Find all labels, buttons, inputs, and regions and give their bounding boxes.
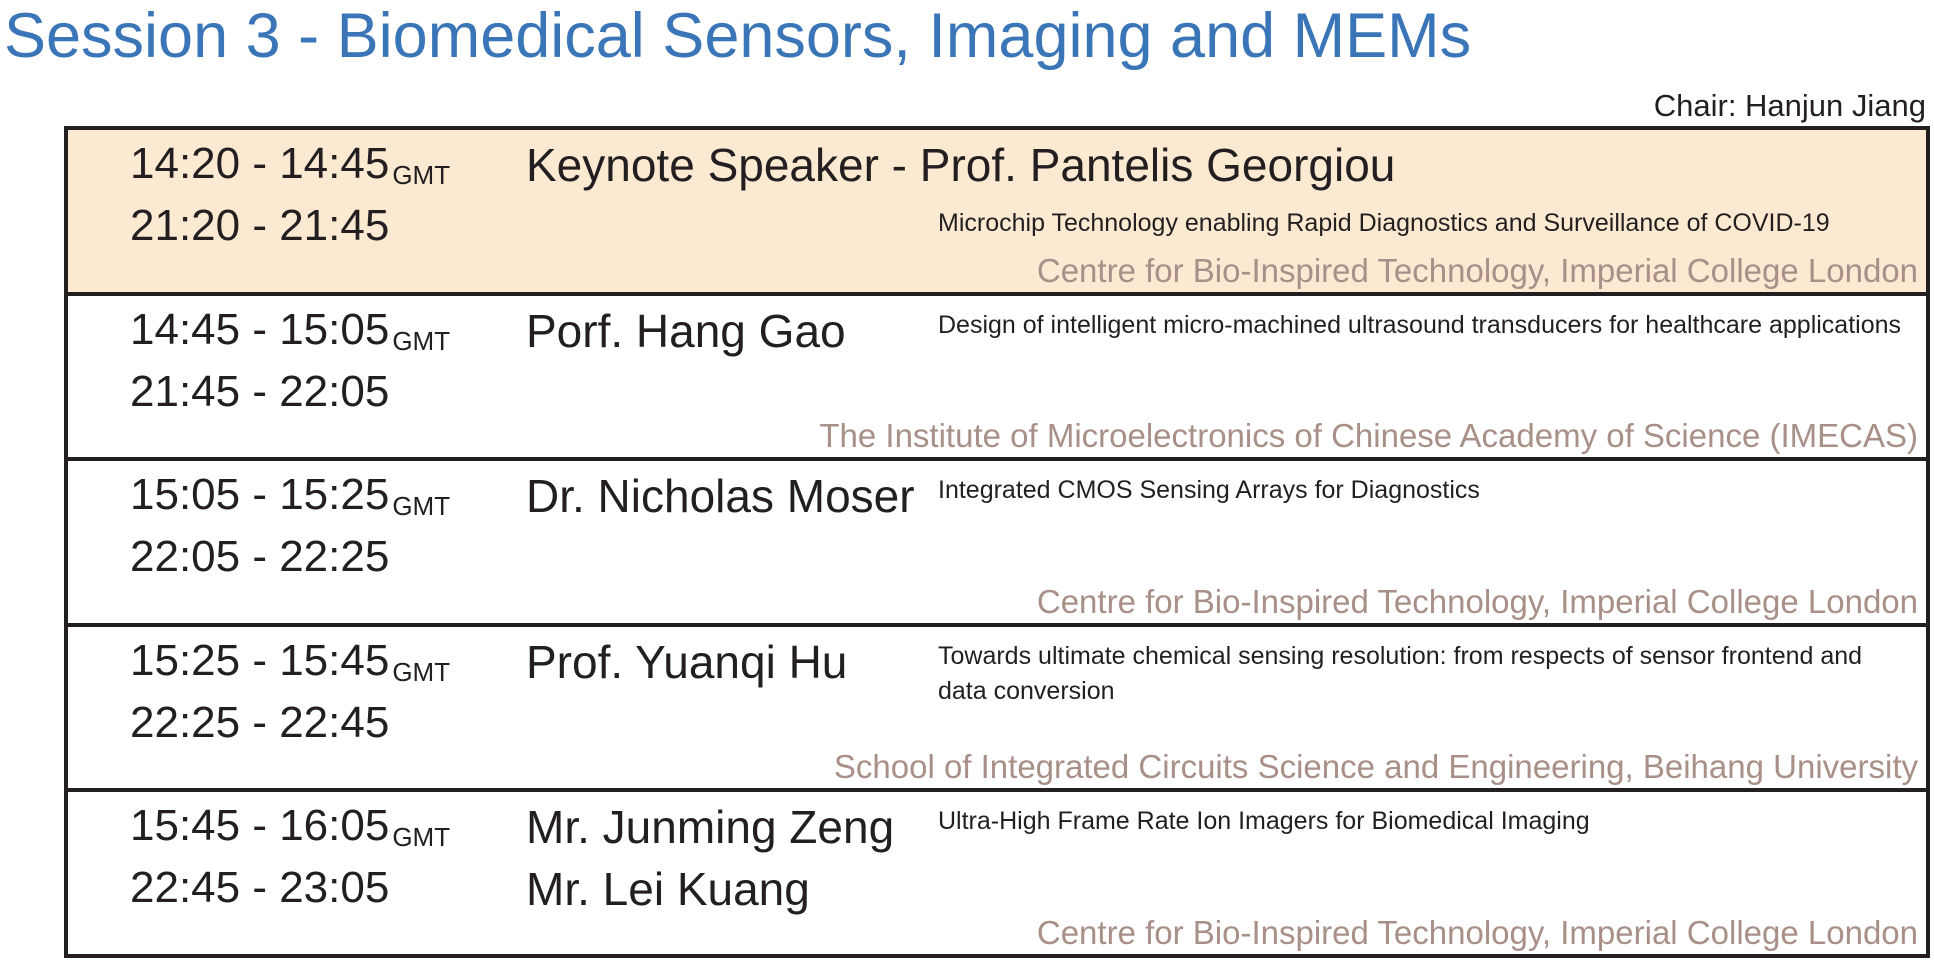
schedule-row [68,292,1926,458]
time-gmt-value: 15:45 - 16:05 [130,801,390,851]
speaker-name: Keynote Speaker - Prof. Pantelis Georgiou [526,139,1396,191]
time-gmt [130,800,450,857]
gmt-label: GMT [392,822,451,853]
time-local: 22:45 - 23:05 [130,863,390,913]
time-local: 21:45 - 22:05 [130,366,390,416]
speaker-name: Dr. Nicholas Moser [526,470,915,523]
talk-title: Ultra-High Frame Rate Ion Imagers for Biomedical Imaging [938,807,1590,836]
talk-title: Microchip Technology enabling Rapid Diagnostics and Surveillance of COVID-19 [938,209,1830,237]
gmt-label: GMT [392,160,451,190]
speaker-affiliation: Centre for Bio-Inspired Technology, Imperial College London [1036,251,1918,289]
schedule-row [68,457,1926,623]
page-title: Session 3 - Biomedical Sensors, Imaging and MEMs [4,1,1472,71]
speaker-name: Mr. Junming Zeng [526,801,895,854]
time-local: 22:25 - 22:45 [130,697,390,747]
talk-title: Towards ultimate chemical sensing resolution: from respects of sensor frontend and data conversion [938,641,1863,705]
time-gmt [130,138,450,195]
time-gmt-value: 15:05 - 15:25 [130,470,390,520]
gmt-label: GMT [392,491,451,522]
time-gmt-value: 14:20 - 14:45 [130,139,390,188]
time-gmt [130,635,450,692]
talk-title: Integrated CMOS Sensing Arrays for Diagnostics [938,476,1480,505]
speaker-affiliation: Centre for Bio-Inspired Technology, Imperial College London [1036,913,1918,951]
speaker-name-secondary: Mr. Lei Kuang [526,863,810,916]
time-gmt-value: 15:25 - 15:45 [130,635,390,685]
speaker-affiliation: School of Integrated Circuits Science and Engineering, Beihang University [833,748,1918,786]
time-local: 21:20 - 21:45 [130,201,390,250]
gmt-label: GMT [392,325,451,356]
speaker-affiliation: The Institute of Microelectronics of Chinese Academy of Science (IMECAS) [819,417,1918,455]
schedule-row [68,623,1926,789]
time-gmt [130,304,450,361]
schedule-row [68,788,1926,954]
speaker-affiliation: Centre for Bio-Inspired Technology, Imperial College London [1036,582,1918,620]
time-gmt-value: 14:45 - 15:05 [130,304,390,354]
schedule-row-keynote [68,130,1926,292]
talk-title: Design of intelligent micro-machined ultrasound transducers for healthcare applications [938,310,1902,339]
schedule-table [64,126,1930,958]
time-gmt [130,469,450,526]
gmt-label: GMT [392,656,451,687]
speaker-name: Prof. Yuanqi Hu [526,635,848,688]
speaker-name: Porf. Hang Gao [526,304,846,357]
time-local: 22:05 - 22:25 [130,532,390,582]
session-chair: Chair: Hanjun Jiang [1653,88,1926,123]
